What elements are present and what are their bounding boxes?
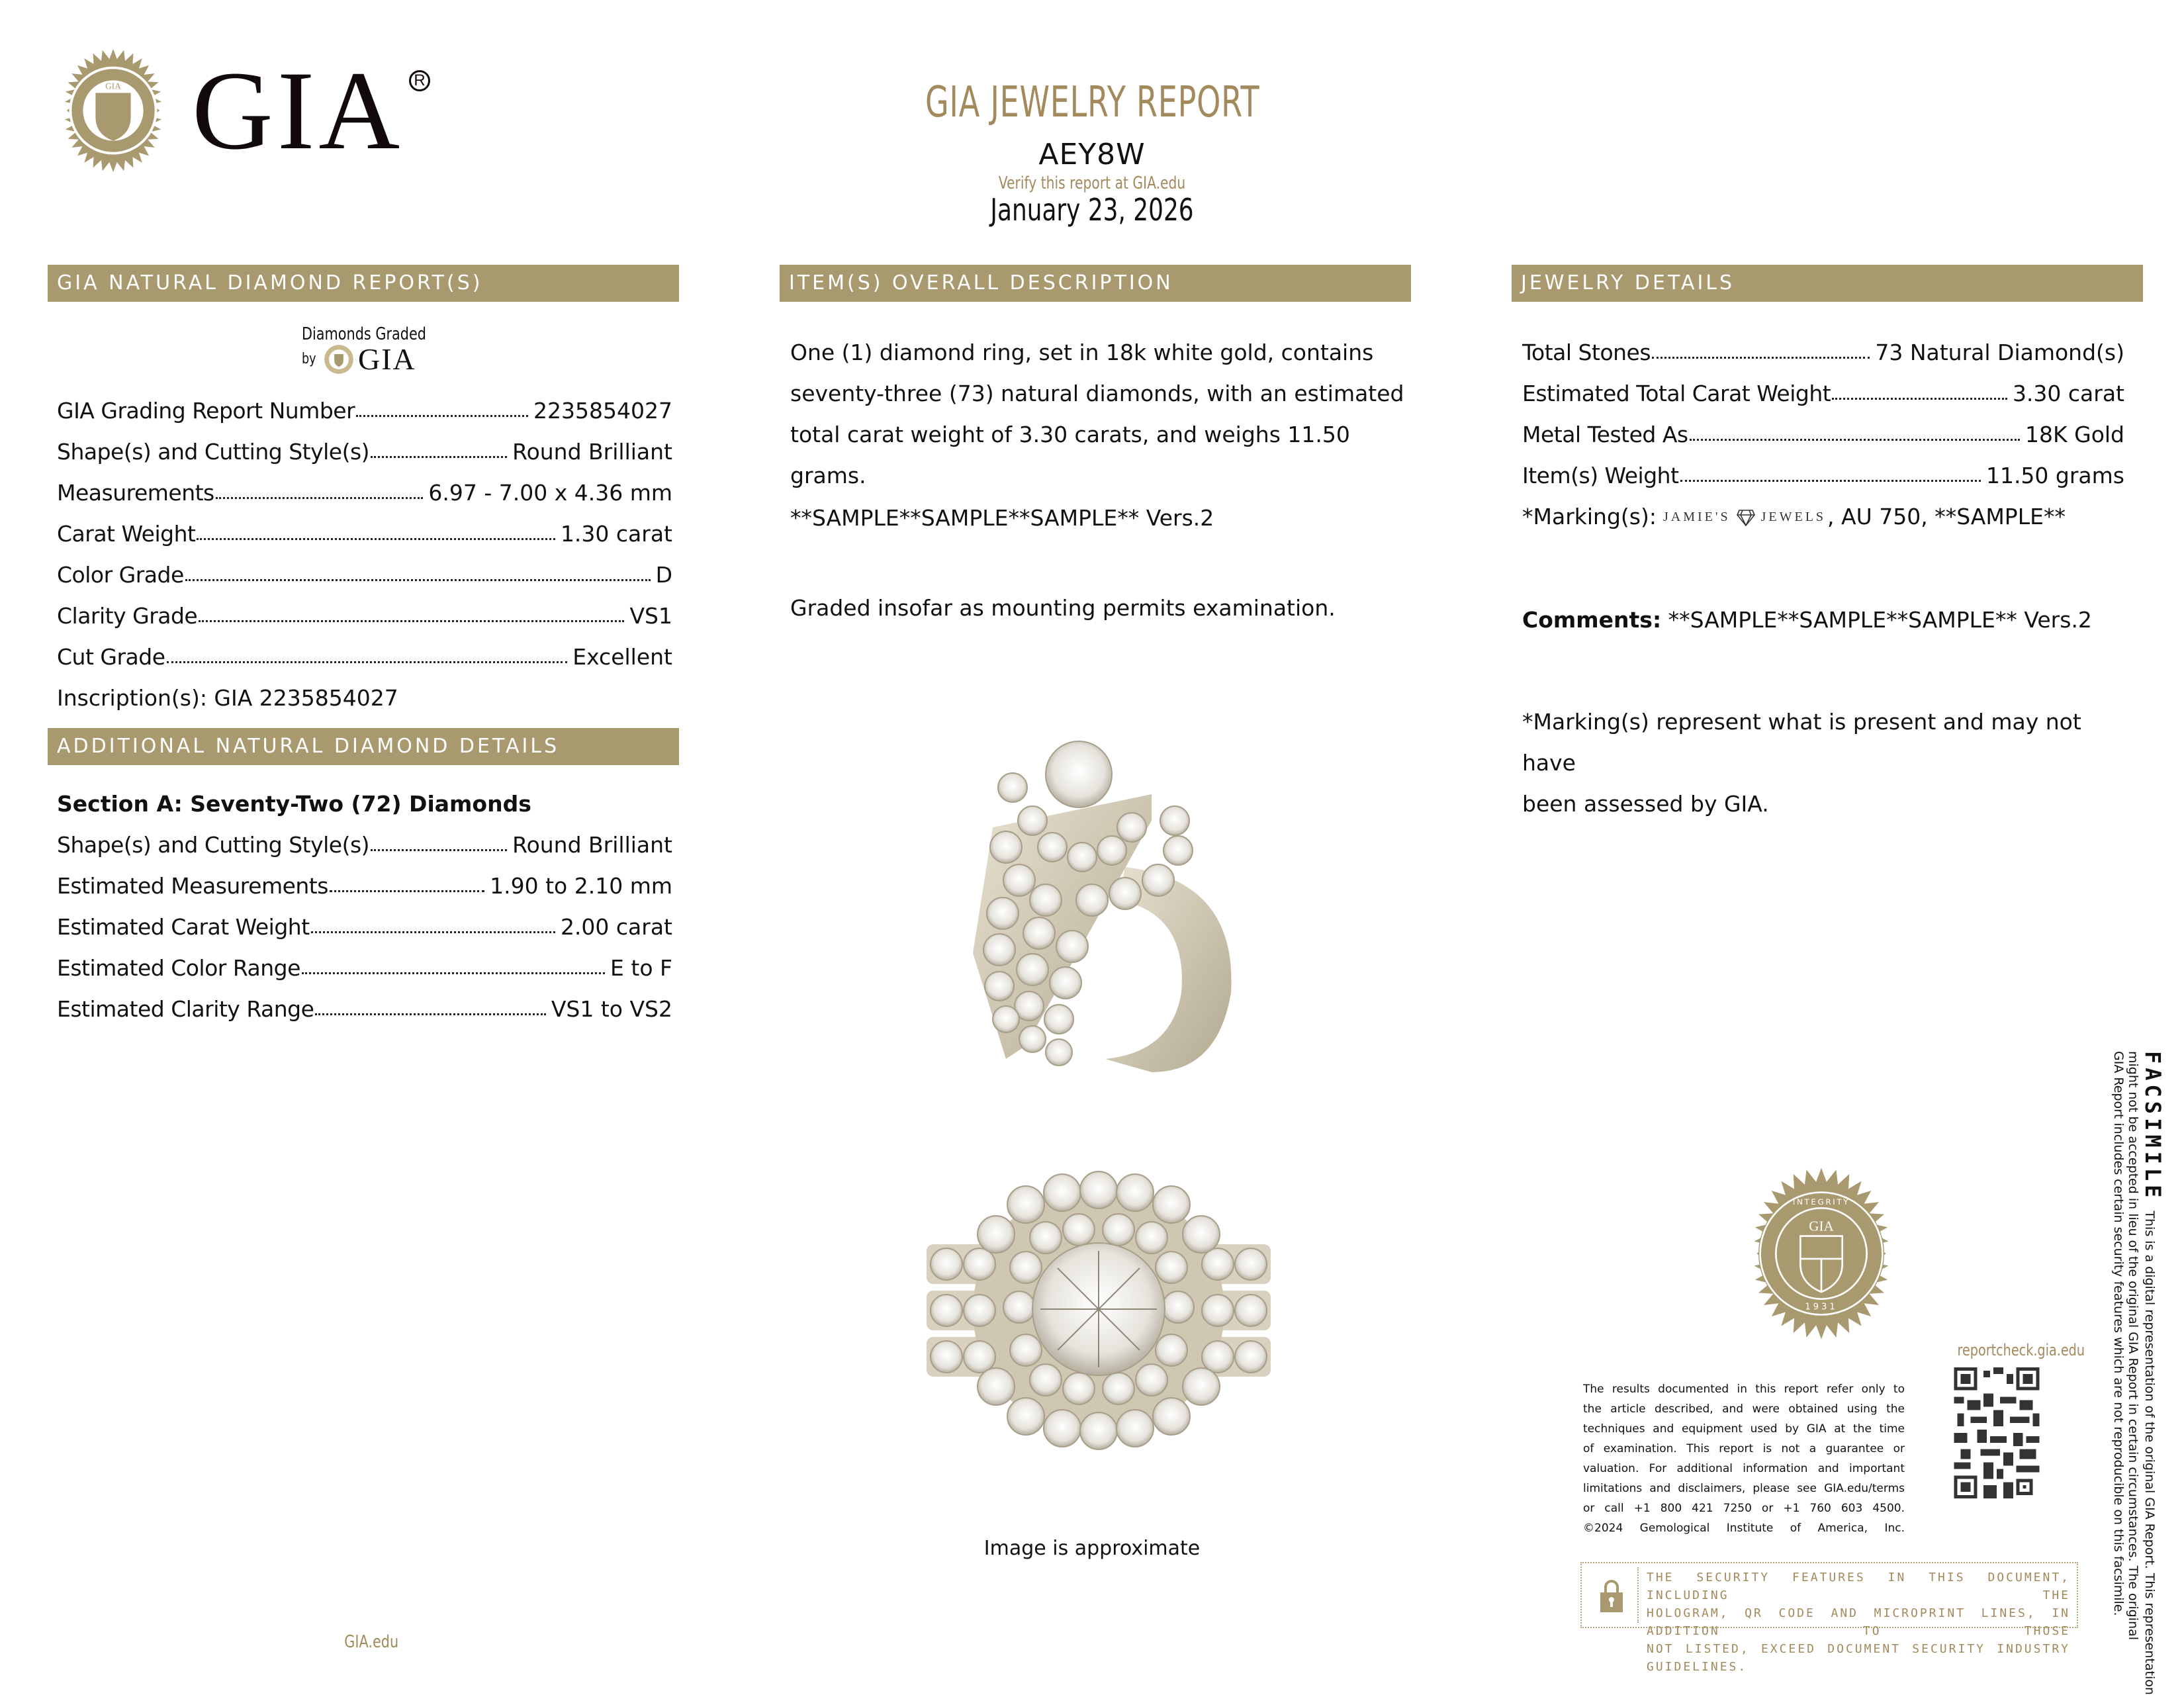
gia-seal-icon-large (1734, 1166, 1909, 1341)
marking-note: *Marking(s) represent what is present and may not have been assessed by GIA. (1522, 709, 2081, 817)
jamies-jewels-logo: JAMIE'S JEWELS (1663, 496, 1826, 537)
ring-image-top-view (920, 1158, 1277, 1463)
row-shape: Shape(s) and Cutting Style(s) Round Brilliant (57, 439, 672, 465)
gia-seal-logo (50, 48, 176, 173)
item-description: One (1) diamond ring, set in 18k white gold, contains seventy-three (73) natural diamonds, with an estimated total carat weight of 3.30 carats, and weighs 11.50 grams. (790, 340, 1404, 488)
badge-by: by (302, 351, 316, 367)
padlock-icon (1600, 1578, 1623, 1612)
section-a-title: Section A: Seventy-Two (72) Diamonds (57, 791, 531, 817)
gia-wordmark (192, 48, 404, 173)
facsimile-notice: FACSIMILE This is a digital representation of the original GIA Report. This representation might not be accepted in lieu of the original GIA Report in certain circumstances. The original GIA Report includes certain security features which are not reproducible on this facsimile. (2111, 1051, 2165, 1695)
row-report-number: GIA Grading Report Number 2235854027 (57, 390, 672, 432)
row-a-color: Estimated Color Range E to F (57, 955, 672, 981)
gia-seal-large (1734, 1166, 1909, 1344)
svg-text:GIA: GIA (105, 81, 121, 91)
inscription: Inscription(s): GIA 2235854027 (57, 685, 398, 711)
security-features-box (1580, 1562, 2078, 1674)
facsimile-title: FACSIMILE (2140, 1051, 2165, 1202)
security-notice: THE SECURITY FEATURES IN THIS DOCUMENT, INCLUDING THE HOLOGRAM, QR CODE AND MICROPRINT LINES, IN ADDITION TO THOSE NOT LISTED, EXCEED DOCUMENT SECURITY INDUSTRY GUIDELINES. (1647, 1571, 2070, 1674)
svg-text:GIA: GIA (1809, 1218, 1834, 1234)
qr-code-icon (1954, 1367, 2040, 1498)
row-item-weight: Item(s) Weight 11.50 grams (1522, 463, 2124, 488)
registered-mark-icon: R (409, 70, 430, 91)
row-color-grade: Color Grade D (57, 562, 672, 588)
row-total-stones: Total Stones 73 Natural Diamond(s) (1522, 340, 2124, 365)
section-jewelry-details: JEWELRY DETAILS (1512, 265, 2143, 302)
badge-line1: Diamonds Graded (302, 324, 426, 344)
report-title: GIA JEWELRY REPORT (925, 78, 1260, 127)
qr-code[interactable] (1954, 1367, 2040, 1501)
jewelry-detail-rows (1522, 332, 2124, 537)
row-a-carat: Estimated Carat Weight 2.00 carat (57, 914, 672, 940)
ring-image-side-view (953, 715, 1257, 1085)
comments: Comments: **SAMPLE**SAMPLE**SAMPLE** Vers.2 (1522, 607, 2092, 633)
reportcheck-link[interactable]: reportcheck.gia.edu (1957, 1341, 2085, 1359)
ring-top-illustration (920, 1158, 1277, 1463)
row-a-measurements: Estimated Measurements 1.90 to 2.10 mm (57, 873, 672, 899)
section-natural-diamond-reports: GIA NATURAL DIAMOND REPORT(S) (48, 265, 679, 302)
mini-seal-icon (324, 344, 354, 375)
section-a-details (57, 784, 672, 1030)
row-markings: *Marking(s): JAMIE'S JEWELS , AU 750, **SAMPLE** (1522, 496, 2124, 537)
row-clarity-grade: Clarity Grade VS1 (57, 603, 672, 629)
diamond-icon (1737, 509, 1755, 526)
gia-logo-text: GIA (192, 48, 404, 173)
row-measurements: Measurements 6.97 - 7.00 x 4.36 mm (57, 480, 672, 506)
ring-side-illustration (953, 715, 1257, 1085)
sample-line: **SAMPLE**SAMPLE**SAMPLE** Vers.2 (790, 505, 1214, 531)
image-caption: Image is approximate (983, 1537, 1201, 1560)
section-additional-diamond-details: ADDITIONAL NATURAL DIAMOND DETAILS (48, 728, 679, 765)
diamonds-graded-by-gia-badge (302, 324, 441, 377)
verify-link[interactable]: Verify this report at GIA.edu (998, 173, 1186, 193)
badge-brand: GIA (357, 342, 416, 376)
gia-edu-link[interactable]: GIA.edu (344, 1632, 399, 1652)
report-date: January 23, 2026 (990, 192, 1194, 228)
svg-text:1931: 1931 (1805, 1302, 1838, 1312)
row-carat-weight: Carat Weight 1.30 carat (57, 521, 672, 547)
report-number: AEY8W (1038, 138, 1146, 171)
gia-seal-icon (50, 48, 176, 173)
row-a-clarity: Estimated Clarity Range VS1 to VS2 (57, 996, 672, 1022)
section-overall-description: ITEM(S) OVERALL DESCRIPTION (780, 265, 1411, 302)
svg-text:INTEGRITY: INTEGRITY (1792, 1197, 1850, 1207)
padlock-frame (1586, 1567, 1639, 1623)
row-a-shape: Shape(s) and Cutting Style(s) Round Brilliant (57, 832, 672, 858)
graded-note: Graded insofar as mounting permits examination. (790, 595, 1336, 621)
diamond-report-rows (57, 390, 672, 719)
row-metal: Metal Tested As 18K Gold (1522, 422, 2124, 447)
legal-disclaimer: The results documented in this report refer only to the article described, and were obtained using the techniques and equipment used by GIA at the time of examination. This report is not a guarantee or valuation. For additional information and important limitations and disclaimers, please see GIA.edu/terms or call +1 800 421 7250 or +1 760 603 4500. ©2024 Gemological Institute of America, Inc. (1583, 1383, 1905, 1535)
report-number-link[interactable]: 2235854027 (533, 398, 672, 424)
row-cut-grade: Cut Grade Excellent (57, 644, 672, 670)
row-total-carat: Estimated Total Carat Weight 3.30 carat (1522, 381, 2124, 406)
